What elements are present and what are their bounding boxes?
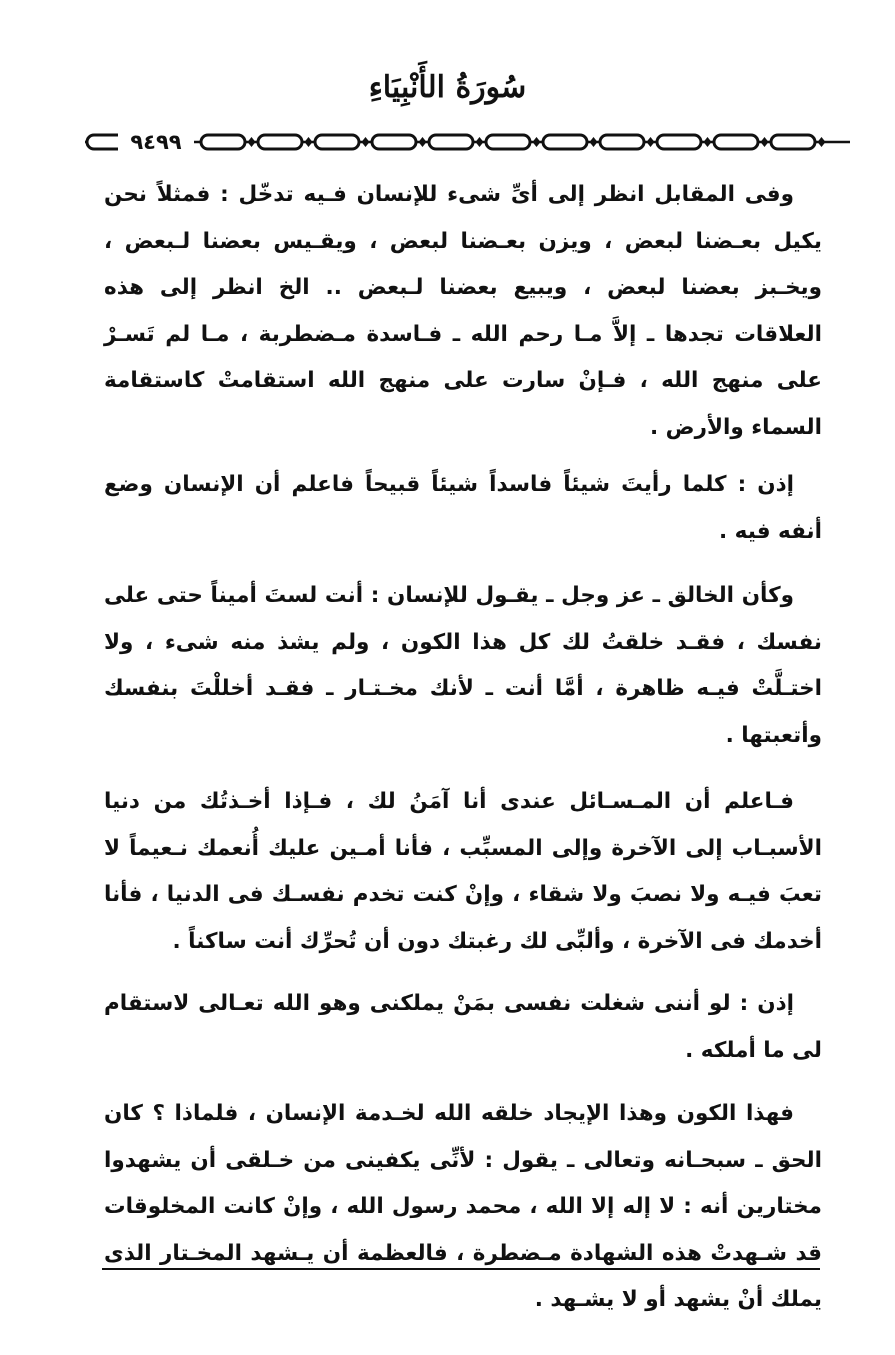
paragraph-3 [104,573,822,759]
chain-link [771,135,815,149]
paragraph-1 [104,172,822,451]
paragraph-3-text: وكأن الخالق ـ عز وجل ـ يقـول للإنسان : أنت لستَ أميناً حتى على نفسك ، فقـد خلقتُ لك كل هذا الكون ، ولم يشذ منه شىء ، ولا اختـلَّتْ فيـه ظاهرة ، أمَّا أنت ـ لأنك مخـتـار ـ فقـد أخللْتَ بنفسك وأتعبتها . [104,583,822,748]
chain-diamond [305,137,313,147]
chain-diamond [647,137,655,147]
chain-diamond [362,137,370,147]
surah-title: سُورَةُ الأَنْبِيَاءِ [368,70,527,105]
paragraph-5 [104,981,822,1074]
chain-diamond [248,137,256,147]
chain-link [315,135,359,149]
chain-link [600,135,644,149]
chain-link [657,135,701,149]
footer-divider [102,1268,820,1270]
chain-link [543,135,587,149]
paragraph-4-text: فـاعلم أن المـسـائل عندى أنا آمَنُ لك ، فـإذا أخـذتُك من دنيا الأسبـاب إلى الآخرة وإلى المسبِّب ، فأنا أمـين عليك أُنعمك نـعيماً لا تعبَ فيـه ولا نصبَ ولا شقاء ، وإنْ كنت تخدم نفسـك فى الدنيا ، فأنا أخدمك فى الآخرة ، وألبِّى لك رغبتك دون أن تُحرِّك أنت ساكناً . [104,789,822,954]
chain-link [258,135,302,149]
chain-diamond [761,137,769,147]
paragraph-6-text: فهذا الكون وهذا الإيجاد خلقه الله لخـدمة الإنسان ، فلماذا ؟ كان الحق ـ سبحـانه وتعالى ـ يقول : لأنِّى يكفينى من خـلقى أن يشهدوا مختارين أنه : لا إله إلا الله ، محمد رسول الله ، وإنْ كانت المخلوقات قد شـهدتْ هذه الشهادة مـضطرة ، فالعظمة أن يـشهد المخـتار الذى يملك أنْ يشهد أو لا يشـهد . [104,1101,822,1312]
paragraph-5-text: إذن : لو أننى شغلت نفسى بمَنْ يملكنى وهو الله تعـالى لاستقام لى ما أملكه . [104,991,822,1063]
chain-ornament-border [85,127,850,157]
paragraph-4 [104,779,822,965]
paragraph-6 [104,1091,822,1324]
text-body [104,172,822,1324]
chain-diamond [590,137,598,147]
chain-link [372,135,416,149]
chain-diamond [476,137,484,147]
chain-diamond [818,137,826,147]
chain-link [486,135,530,149]
paragraph-2-text: إذن : كلما رأيتَ شيئاً فاسداً شيئاً قبيحاً فاعلم أن الإنسان وضع أنفه فيه . [104,472,822,544]
chain-link [201,135,245,149]
paragraph-1-text: وفى المقابل انظر إلى أىِّ شىء للإنسان فـيه تدخّل : فمثلاً نحن يكيل بعـضنا لبعض ، ويزن بعـضنا لبعض ، ويقـيس بعضنا لـبعض ، ويخـبز بعضنا لبعض ، ويبيع بعضنا لـبعض .. الخ انظر إلى هذه العلاقات تجدها ـ إلاَّ مـا رحم الله ـ فـاسدة مـضطربة ، مـا لم تَسـرْ على منهج الله ، فـإنْ سارت على منهج الله استقامتْ كاستقامة السماء والأرض . [104,182,822,440]
page-number: ٩٤٩٩ [118,127,194,157]
chain-diamond [419,137,427,147]
chain-diamond [533,137,541,147]
chain-link [429,135,473,149]
chain-diamond [704,137,712,147]
chain-link [714,135,758,149]
paragraph-2 [104,462,822,555]
